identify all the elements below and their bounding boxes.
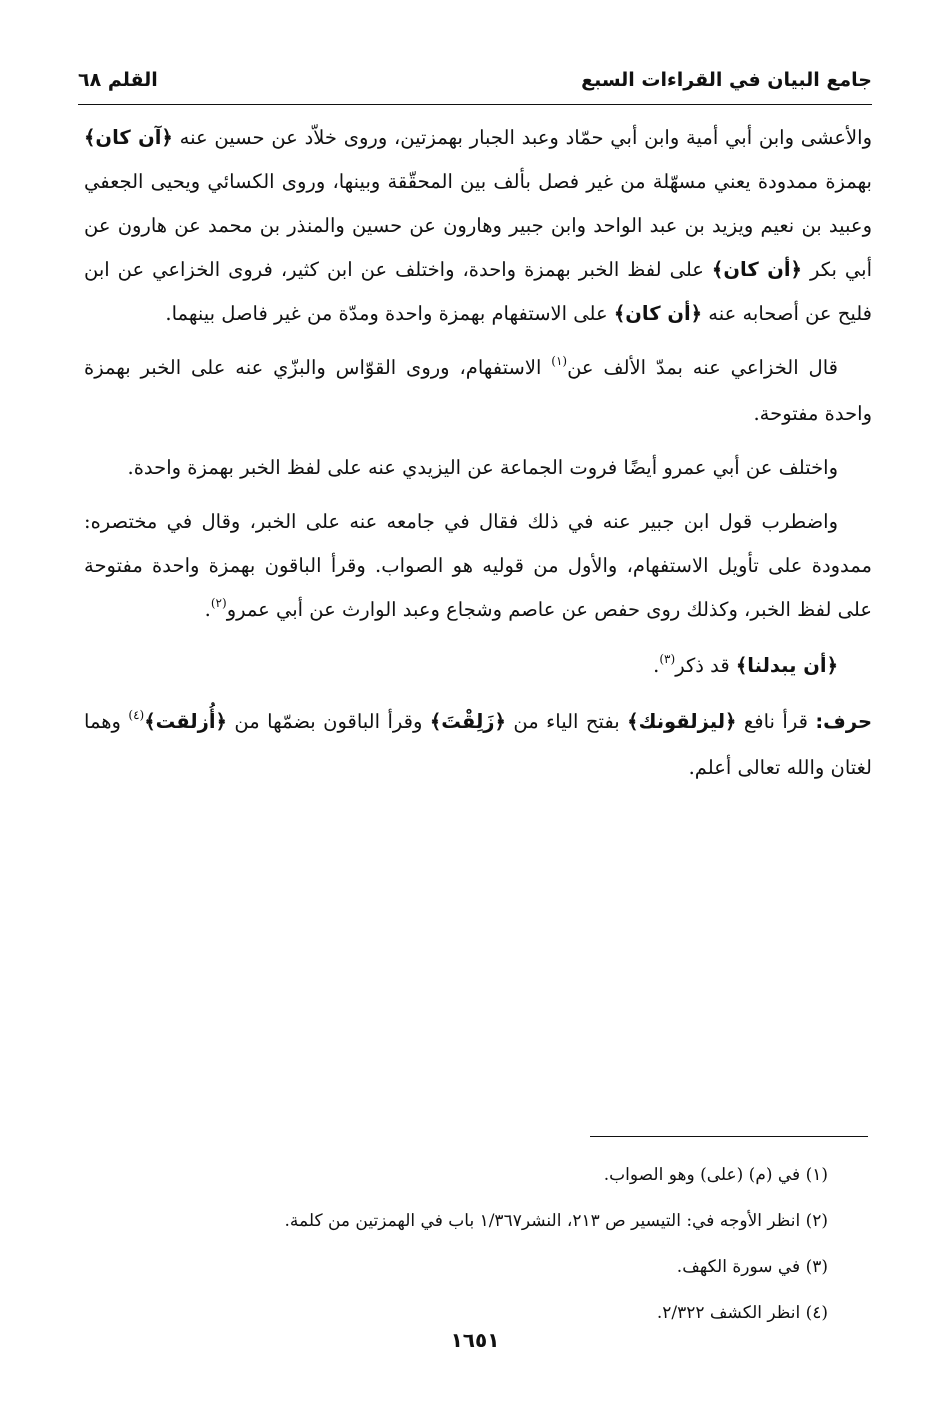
paragraph-5 — [84, 644, 872, 690]
footnotes — [84, 1152, 828, 1336]
text-run: واضطرب قول ابن جبير عنه في ذلك فقال في جامعه عنه على الخبر، وقال في مختصره: ممدودة على تأويل الاستفهام، والأول من قوليه هو الصواب. وقرأ الباقون بهمزة واحدة مفتوحة على لفظ الخبر، وكذلك روى حفص عن عاصم وشجاع وعبد الوارث عن أبي عمرو — [84, 510, 872, 621]
footnote-1: (١) في (م) (على) وهو الصواب. — [603, 1165, 828, 1185]
text-run: الاستفهام، وروى القوّاس والبزّي عنه على الخبر بهمزة واحدة مفتوحة. — [84, 356, 872, 425]
main-text — [84, 116, 872, 800]
quran-word: ﴿أُزلقت﴾ — [144, 710, 227, 733]
text-run: وهما لغتان والله تعالى أعلم. — [84, 710, 872, 779]
quran-word: ﴿آن كان﴾ — [84, 126, 173, 149]
running-header — [78, 62, 872, 98]
page-number: ١٦٥١ — [450, 1328, 500, 1352]
text-run: . — [653, 654, 660, 677]
paragraph-6 — [84, 700, 872, 790]
text-run: . — [204, 598, 211, 621]
paragraph-1 — [84, 116, 872, 336]
footnote-marker: (١) — [551, 354, 568, 368]
paragraph-4 — [84, 500, 872, 634]
manuscript-folio: القلم ٦٨ — [78, 69, 158, 91]
footnote-3: (٣) في سورة الكهف. — [676, 1257, 828, 1277]
header-rule — [78, 104, 872, 105]
quran-word: ﴿ليزلقونك﴾ — [627, 710, 737, 733]
text-run: بهمزة ممدودة يعني مسهّلة من غير فصل بألف بين المحقّقة وبينها، وروى الكسائي ويحيى الجعفي وعبيد بن نعيم ويزيد بن عبد الواحد وابن جبير وهارون عن حسين والمنذر بن محمد عن هارون عن أبي بكر — [84, 170, 872, 281]
section-label: حرف: — [815, 710, 873, 733]
footnote-2: (٢) انظر الأوجه في: التيسير ص ٢١٣، النشر١/٣٦٧ باب في الهمزتين من كلمة. — [284, 1211, 828, 1231]
quran-word: ﴿زَلِقْتَ﴾ — [429, 710, 506, 733]
footnote-marker: (٣) — [659, 652, 676, 666]
text-run: بفتح الياء من — [505, 710, 628, 733]
footnote-rule — [590, 1136, 868, 1137]
quran-word: ﴿أن كان﴾ — [613, 302, 703, 325]
paragraph-2 — [84, 346, 872, 436]
text-run: على لفظ الخبر بهمزة واحدة، واختلف عن ابن كثير، فروى الخزاعي عن ابن فليح عن أصحابه عنه — [84, 258, 872, 325]
text-run: والأعشى وابن أبي أمية وابن أبي حمّاد وعبد الجبار بهمزتين، وروى خلاّد عن حسين عنه — [172, 126, 872, 149]
quran-word: ﴿أن يبدلنا﴾ — [735, 654, 838, 677]
quran-word: ﴿أن كان﴾ — [711, 258, 802, 281]
book-title: جامع البيان في القراءات السبع — [581, 69, 872, 91]
paragraph-3 — [84, 446, 872, 490]
text-run: قرأ نافع — [736, 710, 816, 733]
footnote-marker: (٤) — [128, 708, 145, 722]
footnote-4: (٤) انظر الكشف ٢/٣٢٢. — [656, 1303, 828, 1323]
text-run: قد ذكر — [675, 654, 736, 677]
text-run: واختلف عن أبي عمرو أيضًا فروت الجماعة عن اليزيدي عنه على لفظ الخبر بهمزة واحدة. — [127, 456, 838, 479]
text-run: وقرأ الباقون بضمّها من — [226, 710, 430, 733]
footnote-marker: (٢) — [210, 596, 227, 610]
text-run: على الاستفهام بهمزة واحدة ومدّة من غير فاصل بينهما. — [165, 302, 614, 325]
text-run: قال الخزاعي عنه بمدّ الألف عن — [567, 356, 838, 379]
